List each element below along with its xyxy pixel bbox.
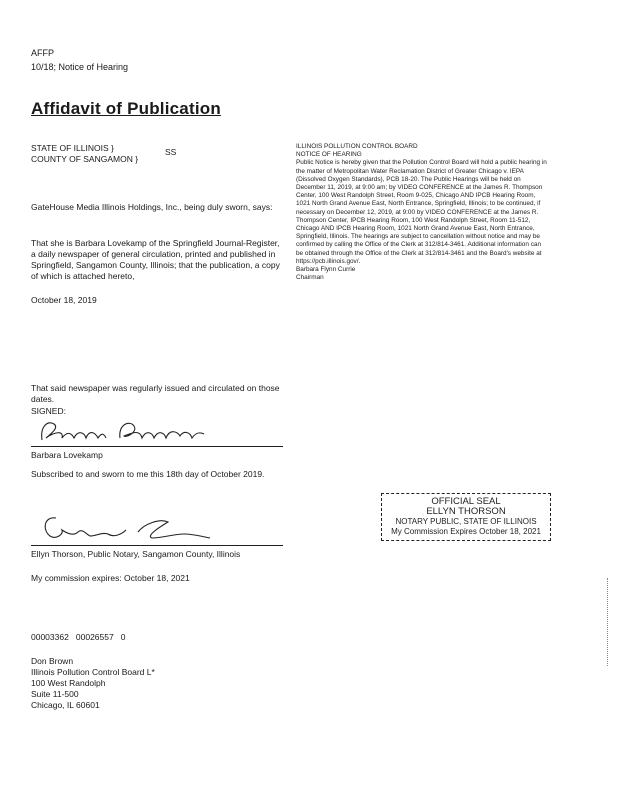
subscribed-statement: Subscribed to and sworn to me this 18th day of October 2019. [31, 469, 265, 479]
notary-name: Ellyn Thorson, Public Notary, Sangamon County, Illinois [31, 549, 241, 559]
venue-county: COUNTY OF SANGAMON } [31, 154, 139, 164]
notice-board: ILLINOIS POLLUTION CONTROL BOARD [296, 143, 418, 150]
venue-ss: SS [165, 147, 177, 157]
notice-body: Public Notice is hereby given that the Pollution Control Board will hold a public hearing in the matter of Metropolitan Water Reclamation District of Greater Chicago v. IEPA (Dissolved Oxygen Standards), PCB 18-20. The Public Hearings will be held on December 11, 2019, at 9:00 am; by VIDEO CONFERENCE at the James R. Thompson Center, 100 West Randolph Street, Room 9-025, Chicago AND IPCB Hearing Room, 1021 North Grand Avenue East, North Entrance, Springfield, Illinois; to be continued, if necessary on December 12, 2019, at 9:00 by VIDEO CONFERENCE at the James R. Thompson Center, IPCB Hearing Room, 100 West Randolph Street, Room 11-512, Chicago AND IPCB Hearing Room, 1021 North Grand Avenue East, North Entrance, Springfield, Illinois. The hearings are subject to cancellation without notice and may be confirmed by calling the Office of the Clerk at 312/814-3461. Additional information can be obtained through the Office of the Clerk at 312/814-3461 and the Board's website at https://pcb.illinois.gov/. [296, 159, 547, 265]
venue-state: STATE OF ILLINOIS } [31, 143, 114, 153]
document-subtitle: 10/18; Notice of Hearing [31, 62, 129, 72]
address-org: Illinois Pollution Control Board L* [31, 667, 155, 677]
address-suite: Suite 11-500 [31, 689, 79, 699]
seal-title: OFFICIAL SEAL [431, 496, 501, 507]
signer-name: Barbara Lovekamp [31, 450, 103, 460]
document-code: AFFP [31, 48, 55, 58]
notice-signer: Barbara Flynn Currie [296, 266, 356, 274]
address-city: Chicago, IL 60601 [31, 700, 100, 710]
address-block [31, 656, 155, 711]
legal-notice [296, 143, 548, 282]
reference-number: 00003362 00026557 0 [31, 632, 126, 642]
notice-heading: NOTICE OF HEARING [296, 151, 362, 159]
signature-image [34, 416, 214, 448]
address-name: Don Brown [31, 656, 74, 666]
address-street: 100 West Randolph [31, 678, 106, 688]
notice-signer-title: Chairman [296, 274, 324, 282]
official-seal [381, 493, 551, 541]
seal-notary-name: ELLYN THORSON [426, 506, 506, 517]
signature-line [31, 446, 283, 447]
sworn-paragraph: GateHouse Media Illinois Holdings, Inc., being duly sworn, says: [31, 202, 273, 212]
page-title: Affidavit of Publication [31, 99, 221, 118]
statement-paragraph: That she is Barbara Lovekamp of the Springfield Journal-Register, a daily newspaper of general circulation, printed and published in Springfield, Sangamon County, Illinois; that the publication, a copy of which is attached hereto, [31, 238, 280, 281]
seal-notary-state: NOTARY PUBLIC, STATE OF ILLINOIS [395, 517, 537, 526]
commission-expiration: My commission expires: October 18, 2021 [31, 573, 190, 583]
signed-label: SIGNED: [31, 406, 66, 416]
notary-signature-image [34, 510, 214, 546]
publication-date: October 18, 2019 [31, 295, 97, 305]
circulation-statement: That said newspaper was regularly issued and circulated on those dates. [31, 383, 280, 404]
seal-expiration: My Commission Expires October 18, 2021 [391, 527, 541, 536]
notary-signature-line [31, 545, 283, 546]
margin-mark [607, 578, 609, 666]
